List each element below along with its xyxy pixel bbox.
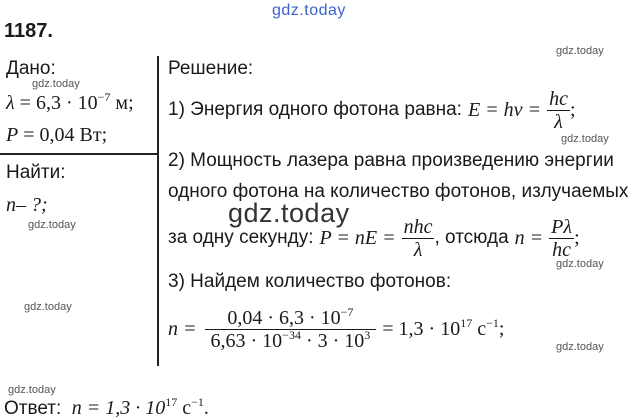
step3-result: = $1,3 \cdot 10^{17}$ $с^{-1}$; xyxy=(382,315,505,340)
lambda-exponent: −7 xyxy=(97,90,111,104)
lambda-symbol: λ xyxy=(6,92,15,114)
watermark-top: gdz.today xyxy=(272,2,346,19)
step3-formula xyxy=(168,302,504,356)
answer xyxy=(4,397,209,420)
step2-denominator: λ xyxy=(413,238,423,261)
power-symbol: P xyxy=(6,124,19,146)
step2-numerator: nhc xyxy=(403,215,433,238)
step3-fraction xyxy=(205,304,377,352)
lambda-value: = 6,3 · 10 xyxy=(19,92,98,114)
step3-lhs: n = xyxy=(168,317,197,340)
step3-text: 3) Найдем количество фотонов: xyxy=(168,271,452,292)
step2-formula: P = nE = xyxy=(319,226,396,249)
step2-text: за одну секунду: xyxy=(168,227,314,248)
watermark: gdz.today xyxy=(561,133,609,145)
watermark: gdz.today xyxy=(8,384,56,396)
step2-mid: , отсюда xyxy=(434,227,509,248)
power-value: = 0,04 Вт; xyxy=(18,124,108,146)
problem-number: 1187. xyxy=(4,20,53,42)
watermark: gdz.today xyxy=(28,219,76,231)
answer-end: . xyxy=(203,397,209,419)
watermark: gdz.today xyxy=(556,45,604,57)
step1-formula: E = hν = xyxy=(467,98,542,121)
step1-text: 1) Энергия одного фотона равна: xyxy=(168,99,462,120)
step1-denominator: λ xyxy=(554,110,563,133)
table-divider-horizontal xyxy=(0,153,158,155)
lambda-unit: м; xyxy=(110,92,134,114)
step2-line-1: 2) Мощность лазера равна произведению энергии xyxy=(168,150,614,171)
answer-formula: n = 1,3 · 10 xyxy=(71,397,166,419)
step2-fraction-2 xyxy=(549,216,574,261)
watermark: gdz.today xyxy=(556,258,604,270)
find-label: Найти: xyxy=(6,162,66,183)
watermark: gdz.today xyxy=(24,301,72,313)
watermark: gdz.today xyxy=(556,341,604,353)
watermark: gdz.today xyxy=(32,78,80,90)
find-expression: n– ?; xyxy=(6,194,48,216)
solution-label: Решение: xyxy=(168,58,254,79)
step3-denominator: $6,63 \cdot 10^{-34} \cdot 3 \cdot 10^3$ xyxy=(210,327,371,352)
answer-label: Ответ: xyxy=(4,398,62,419)
given-power xyxy=(6,124,107,147)
step2-numerator-2: Pλ xyxy=(551,215,573,238)
step3-numerator: $0,04 \cdot 6,3 \cdot 10^{-7}$ xyxy=(205,307,377,330)
given-label: Дано: xyxy=(6,58,56,79)
answer-unit-exponent: −1 xyxy=(191,395,204,409)
step2-denominator-2: hc xyxy=(552,238,572,261)
step2-line-2: одного фотона на количество фотонов, излучаемых xyxy=(168,181,629,202)
step2-end: ; xyxy=(574,226,580,249)
step2-formula-2: n = xyxy=(514,226,544,249)
given-wavelength xyxy=(6,92,134,115)
solution-step-1 xyxy=(168,84,576,136)
answer-exponent: 17 xyxy=(165,395,178,409)
step2-fraction xyxy=(402,216,435,261)
answer-unit: с xyxy=(177,397,192,419)
table-divider-vertical xyxy=(157,56,159,366)
step1-numerator: hc xyxy=(549,87,568,110)
watermark-center: gdz.today xyxy=(228,198,350,228)
step1-fraction xyxy=(547,88,570,133)
step2-line-3 xyxy=(168,212,580,264)
step1-end: ; xyxy=(569,98,576,121)
